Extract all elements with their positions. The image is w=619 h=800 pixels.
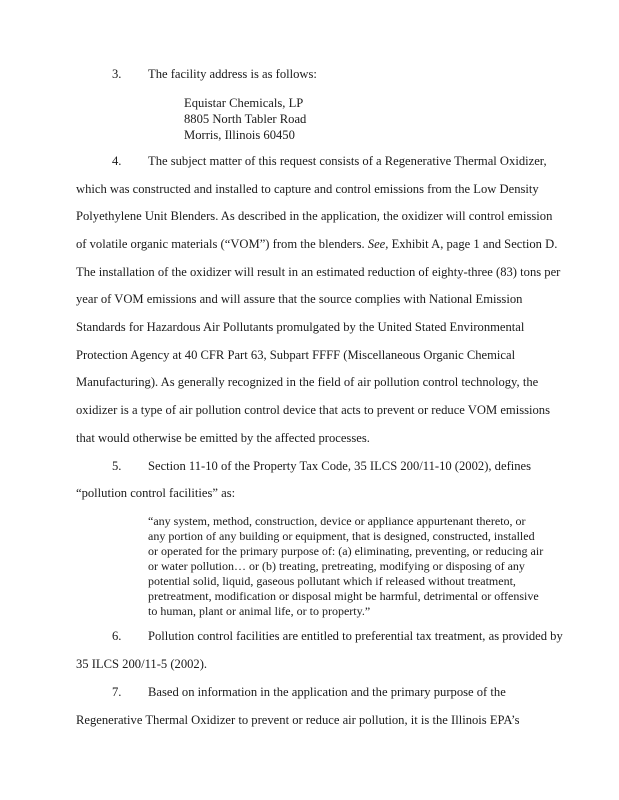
para4-line: Protection Agency at 40 CFR Part 63, Subpart FFFF (Miscellaneous Organic Chemical	[76, 348, 516, 362]
quote-line: to human, plant or animal life, or to property.”	[148, 604, 371, 618]
para6-first-line: Pollution control facilities are entitled to preferential tax treatment, as provided by	[148, 629, 563, 643]
quote-line: pretreatment, modification or disposal might be harmful, detrimental or offensive	[148, 589, 539, 603]
para4-line: that would otherwise be emitted by the affected processes.	[76, 431, 370, 445]
quote-line: or water pollution… or (b) treating, pretreating, modifying or disposing of any	[148, 559, 525, 573]
address-line-2: 8805 North Tabler Road	[184, 112, 307, 126]
para4-line: Manufacturing). As generally recognized in the field of air pollution control technology, the	[76, 375, 539, 389]
para7-line-2: Regenerative Thermal Oxidizer to prevent or reduce air pollution, it is the Illinois EPA’s	[76, 713, 520, 727]
para4-line: Polyethylene Unit Blenders. As described in the application, the oxidizer will control emission	[76, 209, 553, 223]
address-line-3: Morris, Illinois 60450	[184, 128, 295, 142]
para4-first-line: The subject matter of this request consists of a Regenerative Thermal Oxidizer,	[148, 154, 547, 168]
para4-number: 4.	[112, 154, 122, 168]
para6-number: 6.	[112, 629, 122, 643]
quote-line: any portion of any building or equipment, that is designed, constructed, installed	[148, 529, 535, 543]
para5-number: 5.	[112, 459, 122, 473]
para5-line-2: “pollution control facilities” as:	[76, 486, 236, 500]
see-citation: See,	[367, 237, 389, 251]
para3-number: 3.	[112, 67, 122, 81]
quote-line: potential solid, liquid, gaseous pollutant which if released without treatment,	[148, 574, 516, 588]
para5-first-line: Section 11-10 of the Property Tax Code, 35 ILCS 200/11-10 (2002), defines	[148, 459, 532, 473]
para4-line: which was constructed and installed to capture and control emissions from the Low Density	[76, 182, 539, 196]
quote-line: “any system, method, construction, device or appliance appurtenant thereto, or	[148, 514, 526, 528]
para4-line: of volatile organic materials (“VOM”) from the blenders. See, Exhibit A, page 1 and Section D.	[76, 237, 558, 251]
para4-line: oxidizer is a type of air pollution control device that acts to prevent or reduce VOM emissions	[76, 403, 551, 417]
para4-line: year of VOM emissions and will assure that the source complies with National Emission	[76, 292, 523, 306]
para7-first-line: Based on information in the application and the primary purpose of the	[148, 685, 506, 699]
para7-number: 7.	[112, 685, 122, 699]
para4-line: The installation of the oxidizer will result in an estimated reduction of eighty-three (83) tons per	[76, 265, 561, 279]
address-line-1: Equistar Chemicals, LP	[184, 96, 304, 110]
para3-text: The facility address is as follows:	[148, 67, 317, 81]
quote-line: or operated for the primary purpose of: (a) eliminating, preventing, or reducing air	[148, 544, 544, 558]
para6-line-2: 35 ILCS 200/11-5 (2002).	[76, 657, 208, 671]
para4-line: Standards for Hazardous Air Pollutants promulgated by the United Stated Environmental	[76, 320, 525, 334]
